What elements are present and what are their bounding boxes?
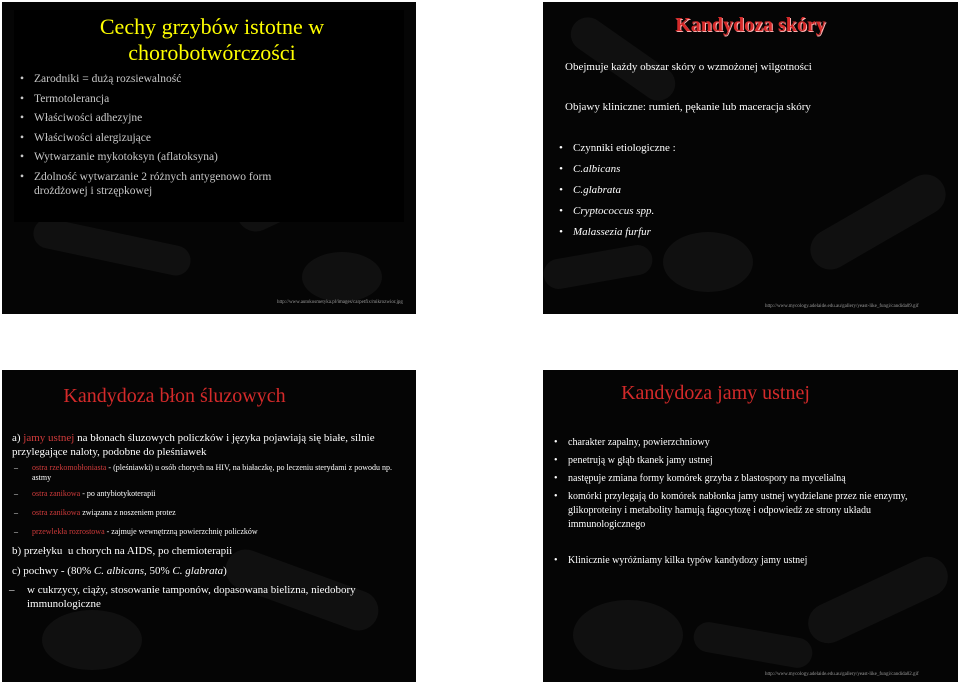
list-item [32, 463, 402, 483]
text-block [12, 431, 407, 459]
list-item: • charakter zapalny, powierzchniowy [568, 436, 928, 450]
slide-title: Kandydoza błon śluzowych [63, 385, 286, 407]
list-item: • penetrują w głąb tkanek jamy ustnej [568, 454, 928, 468]
list-item: • następuje zmiana formy komórek grzyba z blastospory na mycelialną [568, 472, 928, 486]
text-line: b) przełyku u chorych na AIDS, po chemioterapii [12, 545, 233, 557]
item-text: - (pleśniawki) u osób chorych na HIV, na białaczkę, po leczeniu sterydami z powodu np. astmy [32, 463, 392, 482]
slide-3 [2, 370, 416, 682]
list-item: • Malassezia furfur [573, 225, 873, 239]
list-item: • Termotolerancja [34, 92, 314, 107]
list-item: • Klinicznie wyróżniamy kilka typów kandydozy jamy ustnej [568, 554, 928, 568]
text-line: Obejmuje każdy obszar skóry o wzmożonej wilgotności [565, 61, 812, 73]
text-part: , 50% [144, 565, 173, 577]
text-line: Objawy kliniczne: rumień, pękanie lub maceracja skóry [565, 101, 811, 113]
item-text: - po antybiotykoterapii [80, 489, 156, 498]
bullet-list [568, 436, 928, 568]
item-text: związana z noszeniem protez [80, 508, 176, 517]
sub-list [32, 463, 402, 537]
bullet-list [34, 72, 314, 199]
list-item: • C.albicans [573, 162, 873, 176]
bacteria-decoration [691, 620, 814, 670]
slide-title: Kandydoza skóry [675, 14, 826, 36]
bacteria-decoration [573, 600, 683, 670]
slide-1 [2, 2, 416, 314]
list-item [32, 527, 402, 537]
text-line [12, 565, 407, 577]
bullet-list [573, 141, 873, 239]
highlighted-term: jamy ustnej [23, 432, 75, 444]
list-item: • Właściwości alergizujące [34, 131, 314, 146]
bacteria-decoration [302, 252, 382, 302]
list-item [32, 489, 402, 499]
bacteria-decoration [31, 216, 194, 279]
bacteria-decoration [663, 232, 753, 292]
highlighted-term: ostra zanikowa [32, 489, 81, 498]
image-credit: http://www.mycology.adelaide.edu.au/gallery/yeast-like_fungi/candida09.gif [765, 304, 919, 309]
slide-2 [543, 2, 958, 314]
text-part: c) pochwy - (80% [12, 565, 94, 577]
list-item: • Zdolność wytwarzanie 2 różnych antygenowo form drożdżowej i strzępkowej [34, 170, 314, 199]
text-part: ) [223, 565, 227, 577]
list-item: • komórki przylegają do komórek nabłonka jamy ustnej wydzielane przez nie enzymy, glikoproteiny i metabolity hamują fagocytozę i odpowiedź ze strony układu immunologicznego [568, 490, 928, 532]
species-name: C. glabrata [172, 565, 224, 577]
slide-4 [543, 370, 958, 682]
slide-title: Kandydoza jamy ustnej [621, 382, 810, 404]
highlighted-term: ostra rzekomobłoniasta [32, 463, 107, 472]
list-item: • Czynniki etiologiczne : [573, 141, 873, 155]
slide-title: Cechy grzybów istotne w chorobotwórczości [72, 14, 352, 66]
list-item: – w cukrzycy, ciąży, stosowanie tamponów, dopasowana bielizna, niedobory immunologiczne [27, 583, 377, 611]
species-name: C. albicans [93, 565, 144, 577]
sub-list [27, 583, 377, 611]
list-item: • Wytwarzanie mykotoksyn (aflatoksyna) [34, 150, 314, 165]
list-item: • C.glabrata [573, 183, 873, 197]
highlighted-term: ostra zanikowa [32, 508, 81, 517]
bacteria-decoration [42, 610, 142, 670]
image-credit: http://www.autokosmetyka.pl/images/carpetfix/mikrozwior.jpg [277, 300, 403, 305]
list-item: • Cryptococcus spp. [573, 204, 873, 218]
highlighted-term: przewlekła rozrostowa [32, 527, 105, 536]
item-text: na błonach śluzowych policzków i języka pojawiają się białe, silnie przylegające naloty, podobne do pleśniawek [12, 432, 375, 458]
item-text: - zajmuje wewnętrzną powierzchnię policzków [104, 527, 258, 536]
bacteria-decoration [543, 243, 655, 292]
list-item: • Właściwości adhezyjne [34, 111, 314, 126]
item-prefix: a) [12, 432, 24, 444]
image-credit: http://www.mycology.adelaide.edu.au/gallery/yeast-like_fungi/candida02.gif [765, 672, 919, 677]
list-item: • Zarodniki = dużą rozsiewalność [34, 72, 314, 87]
list-item [32, 508, 402, 518]
